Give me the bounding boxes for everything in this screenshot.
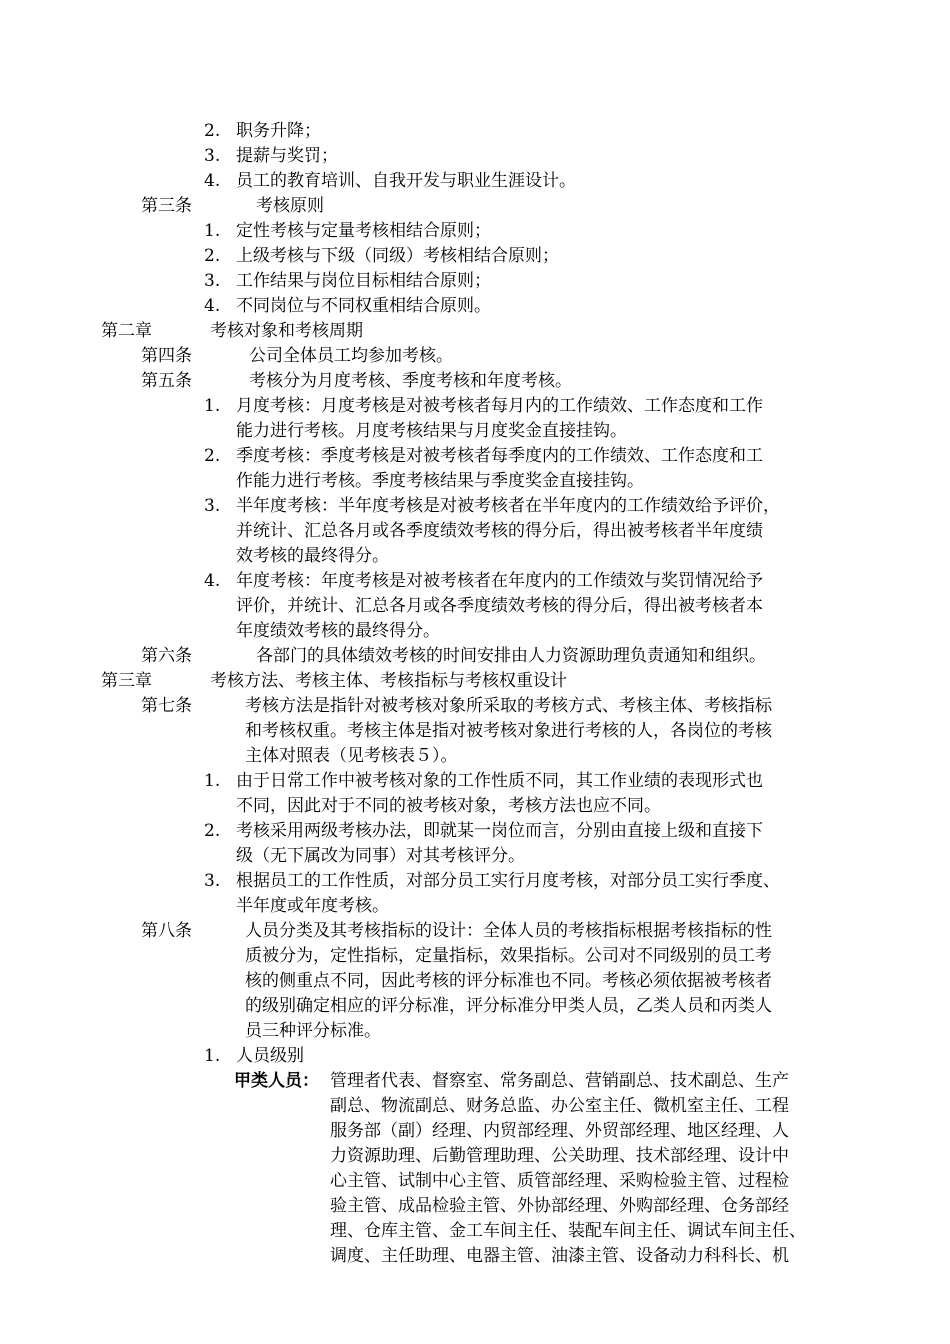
list-text: 级（无下属改为同事）对其考核评分。 <box>236 846 525 866</box>
list-text: 不同，因此对于不同的被考核对象，考核方法也应不同。 <box>236 796 661 816</box>
list-text: 由于日常工作中被考核对象的工作性质不同，其工作业绩的表现形式也 <box>236 771 763 791</box>
list-text: 半年度考核：半年度考核是对被考核者在半年度内的工作绩效给予评价， <box>236 496 780 516</box>
clause-text: 的级别确定相应的评分标准，评分标准分甲类人员，乙类人员和丙类人 <box>245 996 772 1016</box>
list-number: 1. <box>204 771 221 791</box>
clause-label: 第三条 <box>141 196 192 216</box>
list-text: 评价，并统计、汇总各月或各季度绩效考核的得分后，得出被考核者本 <box>236 596 763 616</box>
list-text: 工作结果与岗位目标相结合原则； <box>236 271 491 291</box>
clause-label: 第六条 <box>141 646 192 666</box>
list-number: 1. <box>204 396 221 416</box>
class-a-text: 验主管、成品检验主管、外协部经理、外购部经理、仓务部经 <box>330 1196 789 1216</box>
class-a-label: 甲类人员： <box>234 1071 319 1091</box>
list-text: 员工的教育培训、自我开发与职业生涯设计。 <box>236 171 576 191</box>
class-a-text: 管理者代表、督察室、常务副总、营销副总、技术副总、生产 <box>330 1071 789 1091</box>
class-a-text: 副总、物流副总、财务总监、办公室主任、微机室主任、工程 <box>330 1096 789 1116</box>
list-number: 3. <box>204 496 221 516</box>
clause-title: 考核原则 <box>256 196 324 216</box>
list-number: 4. <box>204 571 221 591</box>
list-text: 效考核的最终得分。 <box>236 546 389 566</box>
list-text: 定性考核与定量考核相结合原则； <box>236 221 491 241</box>
clause-text: 各部门的具体绩效考核的时间安排由人力资源助理负责通知和组织。 <box>256 646 766 666</box>
chapter-title: 考核方法、考核主体、考核指标与考核权重设计 <box>210 671 567 691</box>
clause-label: 第五条 <box>141 371 192 391</box>
class-a-text: 力资源助理、后勤管理助理、公关助理、技术部经理、设计中 <box>330 1146 789 1166</box>
class-a-text: 调度、主任助理、电器主管、油漆主管、设备动力科科长、机 <box>330 1246 789 1266</box>
list-text: 职务升降； <box>236 121 321 141</box>
list-number: 2. <box>204 446 221 466</box>
class-a-text: 理、仓库主管、金工车间主任、装配车间主任、调试车间主任、 <box>330 1221 806 1241</box>
clause-label: 第七条 <box>141 696 192 716</box>
list-text: 月度考核：月度考核是对被考核者每月内的工作绩效、工作态度和工作 <box>236 396 763 416</box>
list-text: 上级考核与下级（同级）考核相结合原则； <box>236 246 559 266</box>
clause-text: 主体对照表（见考核表５）。 <box>245 746 458 766</box>
list-text: 根据员工的工作性质，对部分员工实行月度考核，对部分员工实行季度、 <box>236 871 780 891</box>
clause-text: 人员分类及其考核指标的设计：全体人员的考核指标根据考核指标的性 <box>245 921 772 941</box>
list-text: 考核采用两级考核办法，即就某一岗位而言，分别由直接上级和直接下 <box>236 821 763 841</box>
chapter-label: 第二章 <box>101 321 152 341</box>
list-number: 3. <box>204 871 221 891</box>
clause-text: 考核方法是指针对被考核对象所采取的考核方式、考核主体、考核指标 <box>245 696 772 716</box>
list-number: 1. <box>204 1046 221 1066</box>
clause-text: 员三种评分标准。 <box>245 1021 381 1041</box>
list-text: 半年度或年度考核。 <box>236 896 389 916</box>
clause-text: 和考核权重。考核主体是指对被考核对象进行考核的人，各岗位的考核 <box>245 721 772 741</box>
chapter-title: 考核对象和考核周期 <box>210 321 363 341</box>
list-text: 能力进行考核。月度考核结果与月度奖金直接挂钩。 <box>236 421 627 441</box>
list-number: 2. <box>204 821 221 841</box>
list-number: 2. <box>204 121 221 141</box>
clause-text: 考核分为月度考核、季度考核和年度考核。 <box>249 371 572 391</box>
list-number: 4. <box>204 296 221 316</box>
class-a-text: 服务部（副）经理、内贸部经理、外贸部经理、地区经理、人 <box>330 1121 789 1141</box>
list-number: 2. <box>204 246 221 266</box>
chapter-label: 第三章 <box>101 671 152 691</box>
list-text: 季度考核：季度考核是对被考核者每季度内的工作绩效、工作态度和工 <box>236 446 763 466</box>
clause-text: 质被分为，定性指标，定量指标，效果指标。公司对不同级别的员工考 <box>245 946 772 966</box>
list-text: 年度绩效考核的最终得分。 <box>236 621 440 641</box>
clause-label: 第四条 <box>141 346 192 366</box>
list-text: 不同岗位与不同权重相结合原则。 <box>236 296 491 316</box>
list-number: 4. <box>204 171 221 191</box>
list-text: 作能力进行考核。季度考核结果与季度奖金直接挂钩。 <box>236 471 644 491</box>
clause-label: 第八条 <box>141 921 192 941</box>
list-number: 1. <box>204 221 221 241</box>
class-a-text: 心主管、试制中心主管、质管部经理、采购检验主管、过程检 <box>330 1171 789 1191</box>
clause-text: 公司全体员工均参加考核。 <box>249 346 453 366</box>
list-number: 3. <box>204 271 221 291</box>
list-text: 提薪与奖罚； <box>236 146 338 166</box>
list-number: 3. <box>204 146 221 166</box>
clause-text: 核的侧重点不同，因此考核的评分标准也不同。考核必须依据被考核者 <box>245 971 772 991</box>
list-text: 年度考核：年度考核是对被考核者在年度内的工作绩效与奖罚情况给予 <box>236 571 763 591</box>
list-text: 人员级别 <box>236 1046 304 1066</box>
list-text: 并统计、汇总各月或各季度绩效考核的得分后，得出被考核者半年度绩 <box>236 521 763 541</box>
